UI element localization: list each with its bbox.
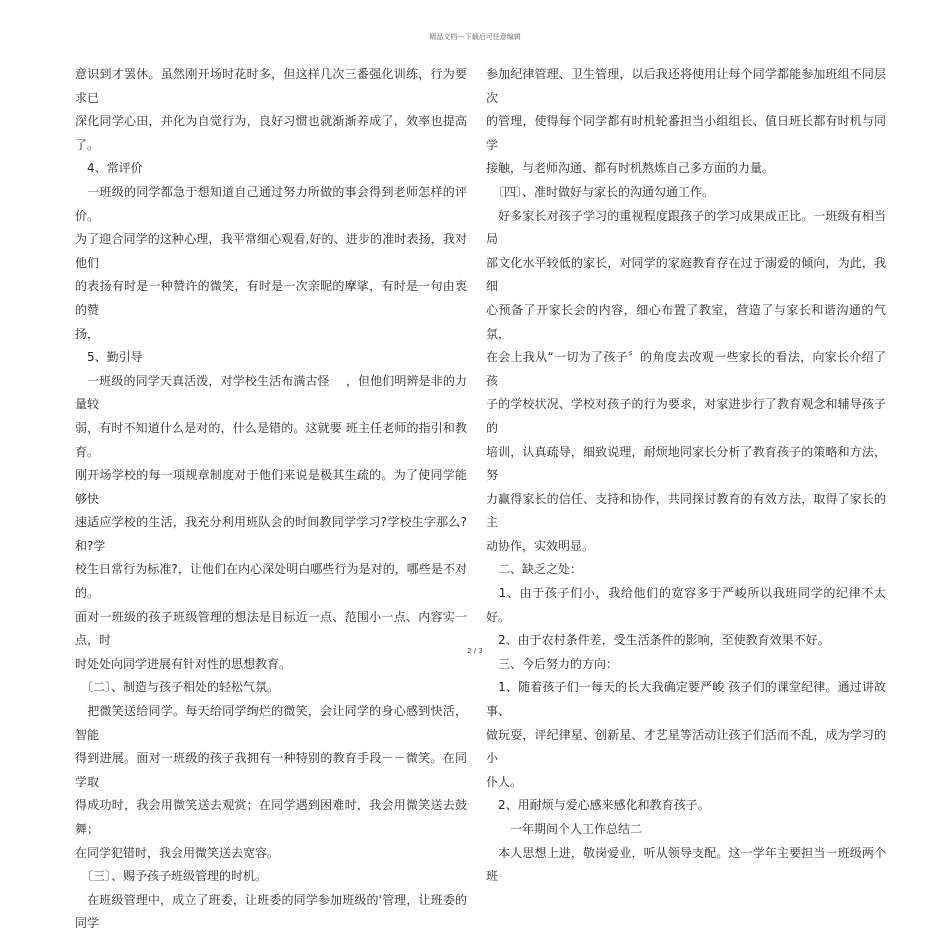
text-line: 4、常评价 <box>75 161 143 176</box>
text-line: 2、用耐烦与爱心感来感化和教育孩子。 <box>486 798 710 813</box>
text-line: 接触，与老师沟通、都有时机熬炼自己多方面的力量。 <box>486 161 775 176</box>
text-line: 面对一班级的孩子班级管理的想法是目标近一点、范围小一点、内容实一点，时 <box>75 609 467 648</box>
text-line: 在班级管理中，成立了班委，让班委的同学参加班级的'管理，让班委的同学 <box>75 892 467 931</box>
text-line: 5、勤引导 <box>75 350 143 365</box>
text-line: 三、今后努力的方向： <box>486 656 619 671</box>
text-line: 1、由于孩子们小，我给他们的宽容多于严峻所以我班同学的纪律不太好。 <box>486 586 886 624</box>
text-line: 在同学犯错时，我会用微笑送去宽容。 <box>75 845 280 860</box>
text-line: 为了迎合同学的这种心理，我平常细心观看,好的、进步的准时表扬，我对他们 <box>75 232 467 270</box>
text-line: 〔二〕、制造与孩子相处的轻松气氛。 <box>75 680 280 695</box>
text-line: 〔三〕、赐予孩子班级管理的时机。 <box>75 869 268 884</box>
text-line: 仆人。 <box>486 774 523 789</box>
text-line: 把微笑送给同学。每天给同学绚烂的微笑，会让同学的身心感到快活，智能 <box>75 704 467 742</box>
text-line: 弱，有时不知道什么是对的，什么是错的。这就要 班主任老师的指引和教育。 <box>75 420 467 459</box>
text-line: 部文化水平较低的家长，对同学的家庭教育存在过于溺爱的倾向，为此，我细 <box>486 255 886 294</box>
text-line: 得到进展。面对一班级的孩子我拥有一种特别的教育手段－－微笑。在同学取 <box>75 751 467 789</box>
text-line: 做玩耍，评纪律星、创新星、才艺星等活动让孩子们活而不乱，成为学习的小 <box>486 727 886 766</box>
page-header: 精品文档---下载后可任意编辑 <box>429 33 521 41</box>
text-line: 校生日常行为标准?，让他们在内心深处明白哪些行为是对的，哪些是不对的。 <box>75 562 467 601</box>
text-line: 〔四〕、准时做好与家长的沟通勾通工作。 <box>486 184 715 199</box>
text-line: 力赢得家长的信任、支持和协作，共同探讨教育的有效方法，取得了家长的主 <box>486 491 886 530</box>
text-line: 子的学校状况、学校对孩子的行为要求，对家进步行了教育观念和辅导孩子的 <box>486 397 886 435</box>
text-line: 二、缺乏之处： <box>486 562 583 577</box>
text-line: 深化同学心田，并化为自觉行为，良好习惯也就渐渐养成了，效率也提高了。 <box>75 114 467 152</box>
text-line: 的管理，使得每个同学都有时机轮番担当小组组长、值日班长都有时机与同学 <box>486 114 886 152</box>
page-number: 2 / 3 <box>467 647 483 655</box>
text-line: 好多家长对孩子学习的重视程度跟孩子的学习成果成正比。一班级有相当局 <box>486 208 886 247</box>
text-line: 一年期间个人工作总结二 <box>486 822 643 836</box>
text-line: 意识到才罢休。虽然刚开场时花时多，但这样几次三番强化训练，行为要求已 <box>75 67 467 105</box>
text-line: 1、随着孩子们一每天的长大我确定要严峻 孩子们的课堂纪律。通过讲故事、 <box>486 680 886 719</box>
text-line: 得成功时，我会用微笑送去观赏；在同学遇到困难时，我会用微笑送去鼓舞； <box>75 798 467 836</box>
text-line: 2、由于农村条件差，受生活条件的影响，至使教育效果不好。 <box>486 633 830 648</box>
text-line: 一班级的同学天真活泼，对学校生活布满古怪 ，但他们明辨是非的力量较 <box>75 373 467 412</box>
text-line: 在会上我从“一切为了孩子〞的角度去改观一些家长的看法，向家长介绍了孩 <box>486 350 886 388</box>
left-column <box>75 63 467 936</box>
text-line: 心预备了开家长会的内容，细心布置了教室，营造了与家长和谐沟通的气氛， <box>486 302 886 341</box>
text-line: 时处处向同学进展有针对性的思想教育。 <box>75 656 292 671</box>
text-line: 培训，认真疏导，细致说理，耐烦地同家长分析了教育孩子的策略和方法，努 <box>486 444 886 483</box>
text-line: 动协作，实效明显。 <box>486 538 595 553</box>
text-line: 的表扬有时是一种赞许的微笑，有时是一次亲昵的摩挲，有时是一句由衷的赞 <box>75 279 467 317</box>
text-line: 速适应学校的生活，我充分利用班队会的时间教同学学习?学校生字那么?和?学 <box>75 515 467 553</box>
right-column <box>486 63 886 889</box>
text-line: 刚开场学校的每一项规章制度对于他们来说是极其生疏的。为了使同学能够快 <box>75 468 467 506</box>
text-line: 扬， <box>75 326 100 341</box>
text-line: 一班级的同学都急于想知道自己通过努力所做的事会得到老师怎样的评价。 <box>75 184 467 223</box>
text-line: 本人思想上进，敬岗爱业，听从领导支配。这一学年主要担当一班级两个班 <box>486 845 886 884</box>
text-line: 参加纪律管理、卫生管理，以后我还将使用让每个同学都能参加班组不同层次 <box>486 67 886 105</box>
